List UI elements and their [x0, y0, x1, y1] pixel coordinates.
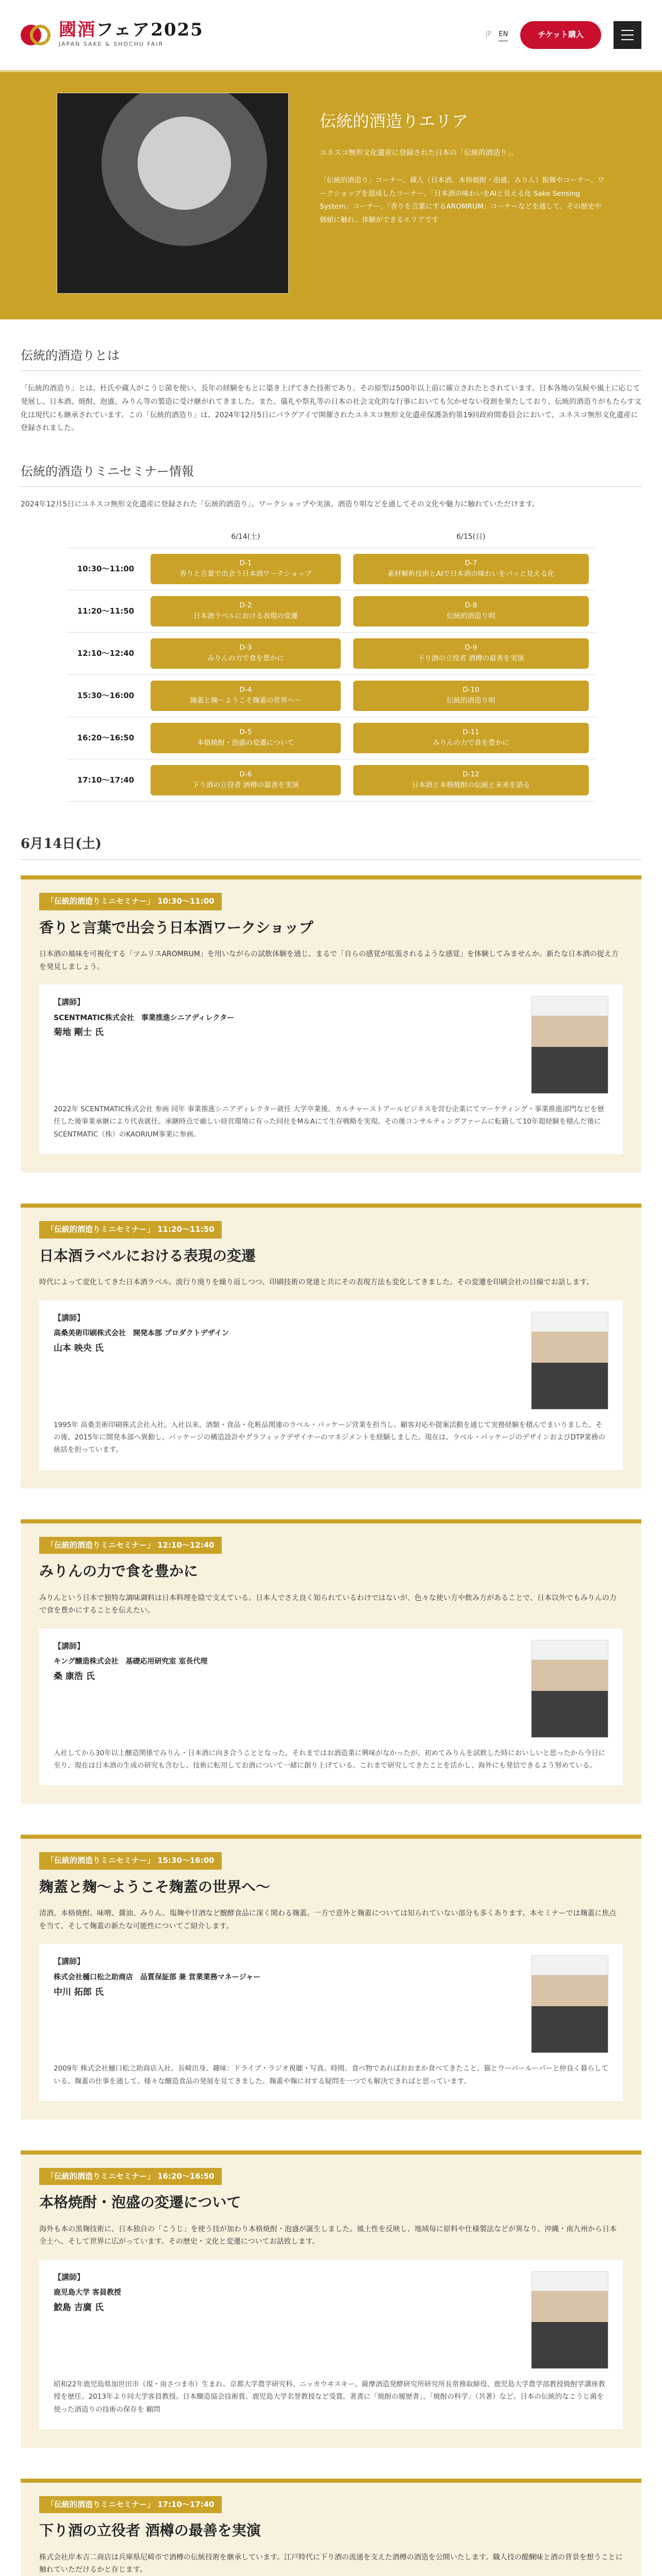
- speaker-name: 桑 康浩 氏: [54, 1671, 95, 1682]
- speaker-label: 【講師】: [54, 1313, 85, 1323]
- schedule-time: 15:30〜16:00: [67, 674, 144, 717]
- schedule-cell-day2[interactable]: [353, 596, 589, 626]
- speaker-box: [39, 985, 623, 1154]
- seminar-card: [21, 875, 641, 1173]
- session-code: D-10: [462, 685, 479, 694]
- seminar-time-tag: 「伝統的酒造りミニセミナー」 12:10〜12:40: [39, 1537, 222, 1554]
- schedule-row: [67, 759, 595, 801]
- speaker-label: 【講師】: [54, 1641, 85, 1651]
- speaker-bio: 1995年 高桑美術印刷株式会社入社。入社以来、酒類・食品・化粧品関連のラベル・パッケージ営業を担当し、顧客対応や提案活動を通じて実務経験を積んでまいりました。その後、2015年に開発本部へ異動し、パッケージの構造設計やグラフィックデザイナーのマネジメントを経験しました。現在は、ラベル・パッケージのデザインおよびDTP業務の統括を担っています。: [54, 1420, 605, 1454]
- schedule-cell-day1[interactable]: [151, 638, 341, 669]
- logo-mark-icon: [21, 20, 52, 50]
- speaker-box: [39, 1629, 623, 1786]
- about-text: 「伝統的酒造り」とは、杜氏や蔵人がこうじ菌を使い、長年の経験をもとに築き上げてきた技術であり、その原型は500年以上前に確立されたとされています。日本各地の気候や風土に応じて発展し、日本酒、焼酎、泡盛、みりん等の製造に受け継がれてきました。また、儀礼や祭礼等の日本の社会文化的な行事においても欠かせない役割を果たしており、伝統的酒造りがもたらす文化は現代にも継承されています。この「伝統的酒造り」は、2024年12月5日にパラグアイで開催されたユネスコ無形文化遺産保護条約第19回政府間委員会において、ユネスコ無形文化遺産に登録されました。: [21, 384, 641, 433]
- seminar-card: [21, 1519, 641, 1804]
- lang-en[interactable]: EN: [499, 29, 508, 41]
- speaker-org: 鹿児島大学 客員教授: [54, 2289, 121, 2297]
- speaker-label: 【講師】: [54, 1957, 85, 1967]
- speaker-bio: 入社してから30年以上醸造関係でみりん・日本酒に向き合うこととなった。それまではお酒造業に興味がなかったが、初めてみりんを試飲した時においしいと思ったから今日に至り、現在は日本酒の生成の研究も含むし、技術に転用してお酒について一緒に創り上げている。これまで研究してきたことを活かし、海外にも発信できるよう努めている。: [54, 1749, 606, 1770]
- speaker-bio: 2022年 SCENTMATIC株式会社 参画 同年 事業推進シニアディレクター就任 大学卒業後、カルチャーストアールビジネスを営む企業にてマーケティング・事業推進部門などを歴任した後事業承継により代表就任。承継時点で厳しい経営環境に有った同社をM＆Aにて生存戦略を実現。その後コンサルティングファームに転籍して10年超経験を積んだ後にSCENTMATIC（株）のKAORIUM事業に参画。: [54, 1105, 604, 1139]
- seminar-description: みりんという日本で独特な調味調料は日本料理を陰で支えている。日本人でさえ良く知られているわけではないが、色々な使い方や飲み方があることで、日本以外でもみりんの力で食を豊かにすることを伝えたい。: [39, 1594, 617, 1615]
- speaker-name: 山本 映央 氏: [54, 1343, 104, 1353]
- language-switcher: [486, 29, 508, 41]
- speaker-org: 株式会社樋口松之助商店 品質保証部 兼 営業業務マネージャー: [54, 1973, 261, 1981]
- schedule-row: [67, 548, 595, 590]
- speaker-org: キング醸造株式会社 基礎応用研究室 室長代理: [54, 1657, 208, 1666]
- session-title: みりんの力で食を豊かに: [433, 739, 509, 748]
- speaker-org: 高桑美術印刷株式会社 開発本部 プロダクトデザイン: [54, 1329, 229, 1338]
- speaker-box: [39, 1300, 623, 1470]
- session-title: 素材解析技術とAIで日本酒の味わいをパッと見える化: [387, 570, 555, 579]
- session-title: みりんの力で食を豊かに: [207, 654, 284, 663]
- seminar-title: 香りと言葉で出会う日本酒ワークショップ: [39, 919, 313, 936]
- session-title: 伝統的酒造り唄: [446, 697, 495, 705]
- session-title: 下り酒の立役者 酒樽の最善を実演: [192, 781, 299, 790]
- speaker-label: 【講師】: [54, 997, 85, 1007]
- schedule-time: 10:30〜11:00: [67, 548, 144, 590]
- hero-description: 「伝統的酒造り」コーナー、蔵人（日本酒、本格焼酎・泡盛、みりん）振舞やコーナー、ワークショップを混成したコーナー、「日本酒の味わいをAIと見える化 Sake Sensing System」コーナー、「香りを言葉にするAROMRUM」コーナーなどを通して、その歴史や価値に触れ、体験ができるエリアです: [320, 176, 605, 225]
- speaker-box: [39, 2260, 623, 2429]
- seminar-title: 日本酒ラベルにおける表現の変遷: [39, 1247, 256, 1264]
- about-section: [0, 319, 662, 435]
- schedule-col-day2: 6/15(日): [347, 527, 595, 548]
- day1-heading: 6月14日(土): [21, 833, 641, 860]
- schedule-cell-day2[interactable]: [353, 765, 589, 795]
- schedule-cell-day2[interactable]: [353, 681, 589, 711]
- schedule-row: [67, 590, 595, 632]
- speaker-org: SCENTMATIC株式会社 事業推進シニアディレクター: [54, 1013, 235, 1022]
- speaker-bio: 昭和22年鹿児島県加世田市（現・南さつま市）生まれ。京都大学農学研究科、ニッカウヰスキー、薩摩酒造発酵研究所研究所長常務取締役、鹿児島大学農学部教授焼酎学講座教授を歴任。2013年より同大学客員教授。日本醸造協会技術賞、鹿児島大学名誉教授など受賞。著書に「焼酎の履歴書」、「焼酎の科学」（共著）など。日本の伝統的なこうじ菌を使った酒造りの技術の保存を 顧問: [54, 2380, 605, 2414]
- seminar-time-tag: 「伝統的酒造りミニセミナー」 16:20〜16:50: [39, 2168, 222, 2185]
- session-code: D-3: [239, 643, 252, 652]
- schedule-table: [67, 527, 595, 802]
- logo-wordmark: 國酒フェア2025: [59, 19, 204, 40]
- schedule-time: 12:10〜12:40: [67, 632, 144, 674]
- speaker-box: [39, 1944, 623, 2101]
- speaker-name: 中川 拓郎 氏: [54, 1987, 104, 1997]
- seminar-card: [21, 1204, 641, 1488]
- schedule-col-time: [67, 527, 144, 548]
- schedule-time: 16:20〜16:50: [67, 717, 144, 759]
- session-title: 香りと言葉で出会う日本酒ワークショップ: [179, 570, 312, 579]
- mini-seminar-heading: 伝統的酒造りミニセミナー情報: [21, 461, 641, 487]
- session-code: D-2: [239, 601, 252, 609]
- mini-seminar-section: [0, 435, 662, 512]
- schedule-time: 17:10〜17:40: [67, 759, 144, 801]
- speaker-photo: [531, 1955, 608, 2053]
- session-title: 下り酒の立役者 酒樽の最善を実演: [418, 654, 524, 663]
- schedule-cell-day1[interactable]: [151, 723, 341, 753]
- session-code: D-6: [239, 770, 252, 778]
- session-title: 麹蓋と麹〜ようこそ麹蓋の世界へ〜: [190, 697, 302, 705]
- speaker-photo: [531, 996, 608, 1094]
- session-title: 日本酒と本格焼酎の伝統と未来を語る: [411, 781, 531, 790]
- speaker-name: 菊地 剛士 氏: [54, 1027, 104, 1038]
- seminar-title: みりんの力で食を豊かに: [39, 1563, 198, 1580]
- schedule-row: [67, 717, 595, 759]
- schedule-cell-day2[interactable]: [353, 723, 589, 753]
- seminar-time-tag: 「伝統的酒造りミニセミナー」 15:30〜16:00: [39, 1852, 222, 1870]
- seminar-description: 時代によって変化してきた日本酒ラベル。流行り廃りを繰り返しつつ、印刷技術の発達と共にその表現方法も変化してきました。その変遷を印刷会社の目線でお話します。: [39, 1278, 594, 1287]
- schedule-time: 11:20〜11:50: [67, 590, 144, 632]
- seminar-description: 日本酒の風味を可視化する「ツムリスAROMRUM」を用いながらの試飲体験を通じ、まるで「自らの感覚が拡張されるような感覚」を体験してみませんか。新たな日本酒の捉え方を発見しましょう。: [39, 950, 619, 971]
- schedule-col-day1: 6/14(土): [144, 527, 347, 548]
- session-title: 伝統的酒造り唄: [446, 612, 495, 621]
- schedule-cell-day2[interactable]: [353, 554, 589, 584]
- seminar-description: 海外も本の黒麹技術に、日本独自の「こうじ」を使う技が加わり本格焼酎・泡盛が誕生しました。風土性を反映し、地域毎に原料や仕様製法などが異なり、沖縄・南九州から日本全土へ、そして世界に広がっています。その歴史・文化と変遷についてお話致します。: [39, 2225, 617, 2246]
- speaker-label: 【講師】: [54, 2272, 85, 2282]
- session-code: D-11: [462, 727, 479, 736]
- speaker-photo: [531, 1312, 608, 1410]
- schedule-cell-day2[interactable]: [353, 638, 589, 669]
- site-logo[interactable]: [21, 20, 204, 50]
- speaker-name: 鮫島 吉廣 氏: [54, 2302, 104, 2313]
- session-code: D-4: [239, 685, 252, 694]
- logo-english: JAPAN SAKE & SHOCHU FAIR: [59, 41, 164, 48]
- ticket-purchase-button[interactable]: チケット購入: [520, 21, 601, 49]
- seminar-title: 麹蓋と麹〜ようこそ麹蓋の世界へ〜: [39, 1878, 271, 1895]
- schedule-cell-day1[interactable]: [151, 596, 341, 626]
- page-title: 伝統的酒造りエリア: [320, 111, 469, 131]
- schedule-row: [67, 632, 595, 674]
- seminar-time-tag: 「伝統的酒造りミニセミナー」 17:10〜17:40: [39, 2496, 222, 2514]
- seminar-card: [21, 2150, 641, 2448]
- seminar-time-tag: 「伝統的酒造りミニセミナー」 11:20〜11:50: [39, 1221, 222, 1239]
- session-code: D-12: [462, 770, 479, 778]
- speaker-bio: 2009年 株式会社樋口松之助商店入社。長崎出身。趣味：ドライブ・ラジオ視聴・写真。時間、食べ物であればおおまか食べてきたこと、猫とウーパールーパーと仲良く暮らしている。麹蓋の仕事を通して、様々な醸造食品の発展を見てきました。麹蓋や麹に対する疑問を一つでも解決できればと思っています。: [54, 2064, 608, 2086]
- seminar-description: 株式会社岸本吉二商店は兵庫県尼崎市で酒樽の伝統技術を継承しています。江戸時代に下り酒の流通を支えた酒樽の酒造を公開いたします。職人技の醍醐味と酒の背景を想うことに触れていただけるかと存じます。: [39, 2553, 623, 2574]
- schedule-cell-day1[interactable]: [151, 765, 341, 795]
- seminar-card: [21, 1835, 641, 2120]
- session-code: D-7: [465, 558, 477, 567]
- seminar-description: 清酒、本格焼酎、味噌、醤油、みりん、塩麹や甘酒など醗酵食品に深く関わる麹蓋。一方で意外と麹蓋については知られていない部分も多くあります。本セミナーでは麹蓋に焦点を当て、そして麹蓋の新たな可能性についてご紹介します。: [39, 1909, 617, 1930]
- speaker-photo: [531, 1640, 608, 1738]
- hero-photo-brewer: [57, 93, 289, 294]
- site-header: [0, 0, 662, 72]
- seminar-card: [21, 2479, 641, 2576]
- hero: [0, 72, 662, 319]
- schedule-row: [67, 674, 595, 717]
- hero-subtitle: ユネスコ無形文化遺産に登録された日本の「伝統的酒造り」。: [320, 149, 518, 158]
- schedule-cell-day1[interactable]: [151, 554, 341, 584]
- seminar-title: 下り酒の立役者 酒樽の最善を実演: [39, 2522, 261, 2539]
- session-code: D-5: [239, 727, 252, 736]
- schedule-cell-day1[interactable]: [151, 681, 341, 711]
- session-title: 日本酒ラベルにおける表現の変遷: [193, 612, 298, 621]
- about-heading: 伝統的酒造りとは: [21, 345, 641, 371]
- session-code: D-9: [465, 643, 477, 652]
- seminar-title: 本格焼酎・泡盛の変遷について: [39, 2194, 241, 2211]
- session-code: D-8: [465, 601, 477, 609]
- hamburger-menu-icon[interactable]: [614, 21, 641, 49]
- session-title: 本格焼酎・泡盛の変遷について: [197, 739, 294, 748]
- mini-seminar-intro: 2024年12月5日にユネスコ無形文化遺産に登録された「伝統的酒造り」。ワークショップや実演、酒造り唄などを通してその文化や魅力に触れていただけます。: [21, 500, 539, 509]
- lang-jp[interactable]: JP: [485, 30, 492, 39]
- session-code: D-1: [239, 558, 252, 567]
- speaker-photo: [531, 2271, 608, 2369]
- seminar-time-tag: 「伝統的酒造りミニセミナー」 10:30〜11:00: [39, 893, 222, 910]
